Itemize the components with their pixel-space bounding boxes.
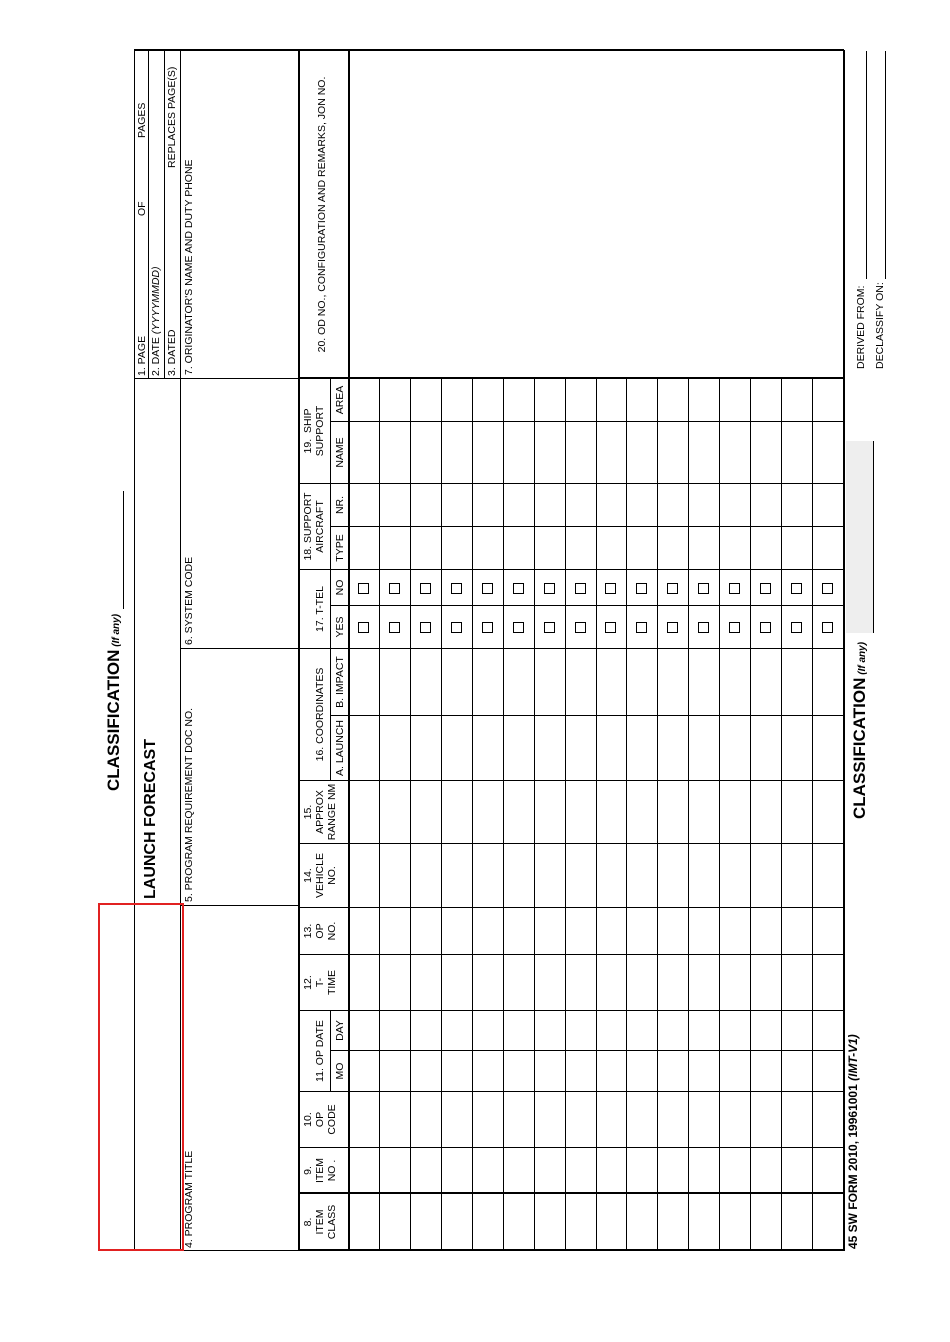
t-tel-no-checkbox[interactable]	[544, 583, 555, 594]
dated-field[interactable]: 3. DATED REPLACES PAGE(S)	[166, 66, 178, 376]
col-header-t-tel: 17. T-TEL	[314, 586, 326, 632]
col-header-op-date: 11. OP DATE	[314, 1020, 326, 1082]
t-tel-yes-checkbox[interactable]	[482, 622, 493, 633]
header-divider-doc	[180, 905, 298, 906]
derived-from-label: DERIVED FROM:	[855, 285, 867, 369]
table-row-line	[688, 379, 689, 1251]
t-tel-yes-checkbox[interactable]	[667, 622, 678, 633]
t-tel-yes-checkbox[interactable]	[729, 622, 740, 633]
col-header-coordinates: 16. COORDINATES	[314, 667, 326, 762]
system-code-field[interactable]: 6. SYSTEM CODE	[183, 556, 195, 645]
t-tel-no-checkbox[interactable]	[698, 583, 709, 594]
program-title-field[interactable]: 4. PROGRAM TITLE	[183, 1150, 195, 1248]
pages-label: PAGES	[136, 102, 148, 138]
table-right-border	[298, 49, 844, 51]
table-row-line	[441, 379, 442, 1251]
col-header-support-aircraft: 18. SUPPORT AIRCRAFT	[302, 492, 326, 561]
table-row-line	[503, 379, 504, 1251]
t-tel-no-checkbox[interactable]	[482, 583, 493, 594]
t-tel-no-checkbox[interactable]	[575, 583, 586, 594]
t-tel-yes-checkbox[interactable]	[605, 622, 616, 633]
bottom-classification: CLASSIFICATION (If any)	[850, 641, 869, 819]
t-tel-yes-checkbox[interactable]	[822, 622, 833, 633]
col-header-op-date-day: DAY	[334, 1020, 346, 1041]
t-tel-no-checkbox[interactable]	[389, 583, 400, 594]
col-header-t-time: 12. T- TIME	[302, 969, 338, 996]
col-header-aircraft-type: TYPE	[334, 534, 346, 562]
t-tel-no-checkbox[interactable]	[358, 583, 369, 594]
col-header-coord-impact: B. IMPACT	[334, 656, 346, 708]
replaces-pages-label: REPLACES PAGE(S)	[166, 66, 178, 168]
form-title: LAUNCH FORECAST	[142, 739, 159, 899]
table-row-line	[379, 379, 380, 1251]
table-top-border	[298, 50, 300, 1251]
derived-from-line[interactable]	[866, 51, 867, 279]
col-header-t-tel-no: NO	[334, 579, 346, 596]
declassify-on-label: DECLASSIFY ON:	[874, 282, 886, 369]
t-tel-yes-checkbox[interactable]	[451, 622, 462, 633]
t-tel-no-checkbox[interactable]	[729, 583, 740, 594]
t-tel-no-checkbox[interactable]	[760, 583, 771, 594]
col-header-item-no: 9. ITEM NO .	[302, 1157, 338, 1184]
col-header-t-tel-yes: YES	[334, 616, 346, 638]
launch-forecast-form	[65, 31, 885, 1311]
table-bottom-border	[843, 50, 845, 1251]
subhead-line-ship	[330, 379, 331, 484]
table-row-line	[534, 379, 535, 1251]
subhead-line-opdate	[330, 1011, 331, 1092]
table-row-line	[472, 379, 473, 1251]
col-header-item-class: 8. ITEM CLASS	[302, 1204, 338, 1240]
t-tel-no-checkbox[interactable]	[513, 583, 524, 594]
header-divider-syscode	[180, 648, 298, 649]
t-tel-yes-checkbox[interactable]	[575, 622, 586, 633]
table-row-line	[626, 379, 627, 1251]
col-divider-18b	[330, 526, 844, 527]
program-requirement-doc-field[interactable]: 5. PROGRAM REQUIREMENT DOC NO.	[183, 707, 195, 902]
table-row-line	[812, 379, 813, 1251]
t-tel-no-checkbox[interactable]	[791, 583, 802, 594]
t-tel-no-checkbox[interactable]	[451, 583, 462, 594]
t-tel-no-checkbox[interactable]	[822, 583, 833, 594]
t-tel-no-checkbox[interactable]	[636, 583, 647, 594]
page-of-label: OF	[136, 201, 148, 216]
table-header-bottom	[348, 50, 350, 1251]
table-row-line	[565, 379, 566, 1251]
t-tel-yes-checkbox[interactable]	[791, 622, 802, 633]
originator-field[interactable]: 7. ORIGINATOR'S NAME AND DUTY PHONE	[183, 159, 195, 375]
form-number: 45 SW FORM 2010, 19961001 (IMT-V1)	[846, 1034, 860, 1249]
t-tel-yes-checkbox[interactable]	[698, 622, 709, 633]
col-header-od-no: 20. OD NO., CONFIGURATION AND REMARKS, JON NO.	[316, 76, 328, 353]
col-divider-17b	[330, 605, 844, 606]
t-tel-no-checkbox[interactable]	[667, 583, 678, 594]
table-row-line	[410, 379, 411, 1251]
header-divider-info	[134, 378, 298, 379]
col-header-op-code: 10. OP CODE	[302, 1104, 338, 1135]
table-row-line	[781, 379, 782, 1251]
t-tel-yes-checkbox[interactable]	[389, 622, 400, 633]
col-header-approx-range: 15. APPROX RANGE NM	[302, 783, 338, 841]
col-header-ship-support: 19. SHIP SUPPORT	[302, 405, 326, 457]
t-tel-no-checkbox[interactable]	[605, 583, 616, 594]
subhead-line-ttel	[330, 570, 331, 649]
declassify-on-line[interactable]	[885, 51, 886, 279]
t-tel-yes-checkbox[interactable]	[358, 622, 369, 633]
col-divider-11b	[330, 1050, 844, 1051]
col-header-aircraft-nr: NR.	[334, 495, 346, 515]
t-tel-yes-checkbox[interactable]	[544, 622, 555, 633]
t-tel-yes-checkbox[interactable]	[420, 622, 431, 633]
subhead-line-aircraft	[330, 484, 331, 570]
col-header-coord-launch: A. LAUNCH	[334, 720, 346, 777]
t-tel-yes-checkbox[interactable]	[636, 622, 647, 633]
col-header-op-no: 13. OP NO.	[302, 921, 338, 941]
col-divider-16b	[330, 715, 844, 716]
shaded-classification-box	[846, 441, 873, 633]
subhead-line-coords	[330, 649, 331, 781]
col-header-ship-name: NAME	[334, 437, 346, 468]
table-row-line	[750, 379, 751, 1251]
t-tel-yes-checkbox[interactable]	[513, 622, 524, 633]
col-header-vehicle-no: 14. VEHICLE NO.	[302, 853, 338, 898]
header-line-date-dated	[164, 51, 165, 379]
t-tel-no-checkbox[interactable]	[420, 583, 431, 594]
table-row-line	[657, 379, 658, 1251]
highlight-box	[98, 903, 184, 1251]
table-row-line	[719, 379, 720, 1251]
col-divider-19b	[330, 421, 844, 422]
t-tel-yes-checkbox[interactable]	[760, 622, 771, 633]
date-field[interactable]: 2. DATE (YYYYMMDD)	[150, 266, 162, 376]
col-header-ship-area: AREA	[334, 385, 346, 415]
table-row-line	[596, 379, 597, 1251]
top-classification-line	[123, 491, 124, 609]
page-field[interactable]: 1. PAGE OF PAGES	[136, 102, 148, 376]
top-classification: CLASSIFICATION (If any)	[104, 613, 123, 791]
shaded-box-bottom-line	[873, 441, 874, 633]
col-header-op-date-mo: MO	[334, 1062, 346, 1080]
